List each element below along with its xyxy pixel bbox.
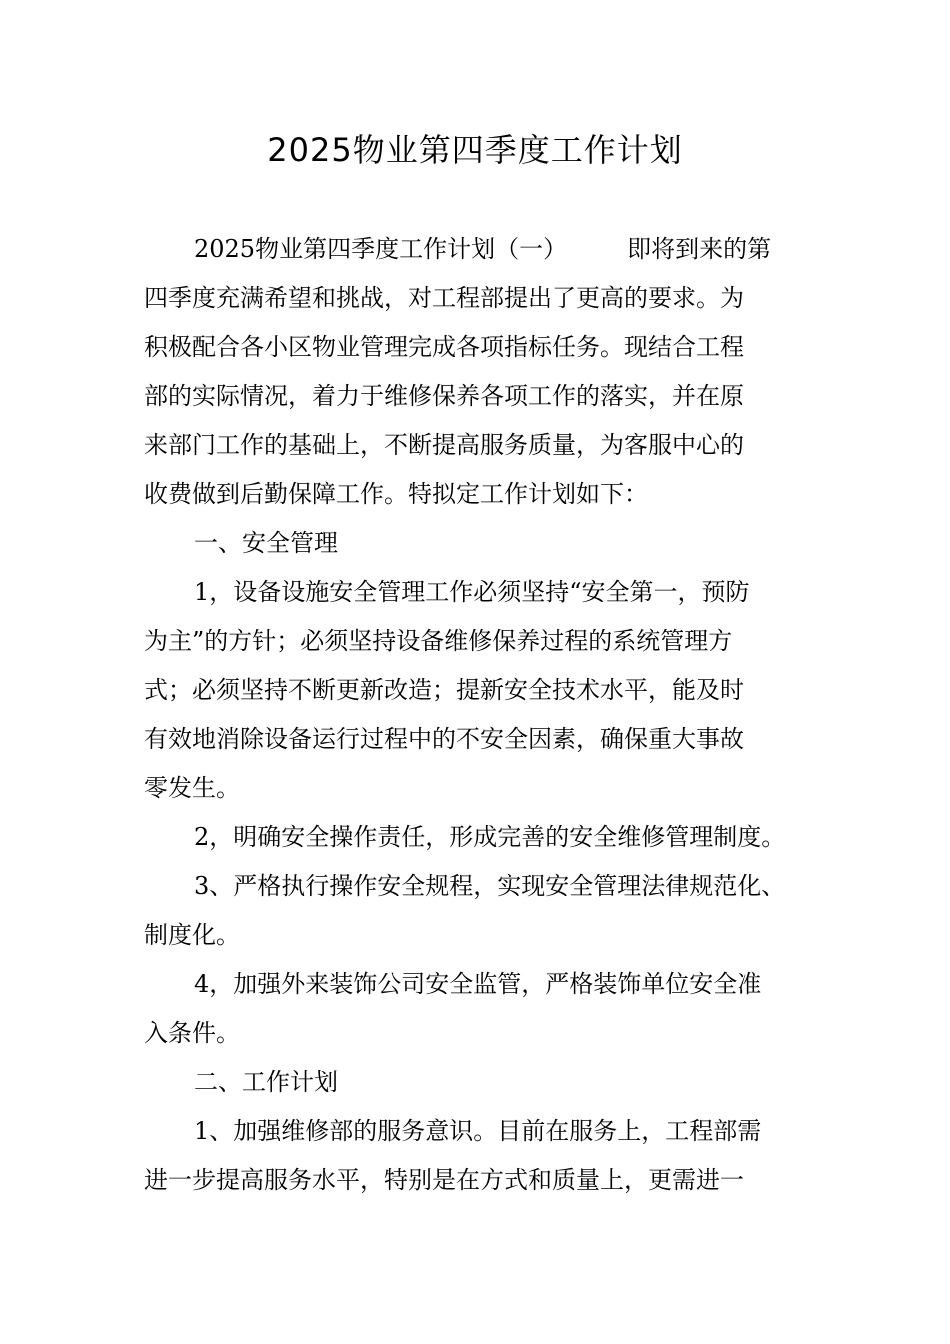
paragraph-line-text: 2025物业第四季度工作计划（一） bbox=[194, 235, 568, 263]
paragraph-line: 制度化。 bbox=[144, 921, 240, 949]
paragraph-line: 为主”的方针；必须坚持设备维修保养过程的系统管理方 bbox=[144, 627, 733, 655]
section-heading: 二、工作计划 bbox=[194, 1068, 338, 1096]
paragraph-line: 式；必须坚持不断更新改造；提新安全技术水平，能及时 bbox=[144, 676, 744, 704]
document-body bbox=[144, 225, 809, 1205]
paragraph-line: 积极配合各小区物业管理完成各项指标任务。现结合工程 bbox=[144, 333, 744, 361]
paragraph-line: 入条件。 bbox=[144, 1019, 240, 1047]
paragraph-line: 3、严格执行操作安全规程，实现安全管理法律规范化、 bbox=[194, 872, 786, 900]
paragraph-line: 1、加强维修部的服务意识。目前在服务上，工程部需 bbox=[194, 1117, 762, 1145]
paragraph-line: 收费做到后勤保障工作。特拟定工作计划如下： bbox=[144, 480, 648, 508]
paragraph-line bbox=[144, 225, 809, 274]
section-heading: 一、安全管理 bbox=[194, 529, 338, 557]
paragraph-line: 部的实际情况，着力于维修保养各项工作的落实，并在原 bbox=[144, 382, 744, 410]
document-title: 2025物业第四季度工作计划 bbox=[267, 131, 683, 169]
paragraph-line: 2，明确安全操作责任，形成完善的安全维修管理制度。 bbox=[194, 823, 786, 851]
paragraph-line: 进一步提高服务水平，特别是在方式和质量上，更需进一 bbox=[144, 1166, 744, 1194]
paragraph-line-tail: 即将到来的第 bbox=[627, 235, 772, 263]
paragraph-line: 零发生。 bbox=[144, 774, 240, 802]
paragraph-line: 来部门工作的基础上，不断提高服务质量，为客服中心的 bbox=[144, 431, 744, 459]
paragraph-line: 有效地消除设备运行过程中的不安全因素，确保重大事故 bbox=[144, 725, 744, 753]
paragraph-line: 1，设备设施安全管理工作必须坚持“安全第一，预防 bbox=[194, 578, 750, 606]
paragraph-line: 四季度充满希望和挑战，对工程部提出了更高的要求。为 bbox=[144, 284, 744, 312]
paragraph-line: 4，加强外来装饰公司安全监管，严格装饰单位安全准 bbox=[194, 970, 762, 998]
